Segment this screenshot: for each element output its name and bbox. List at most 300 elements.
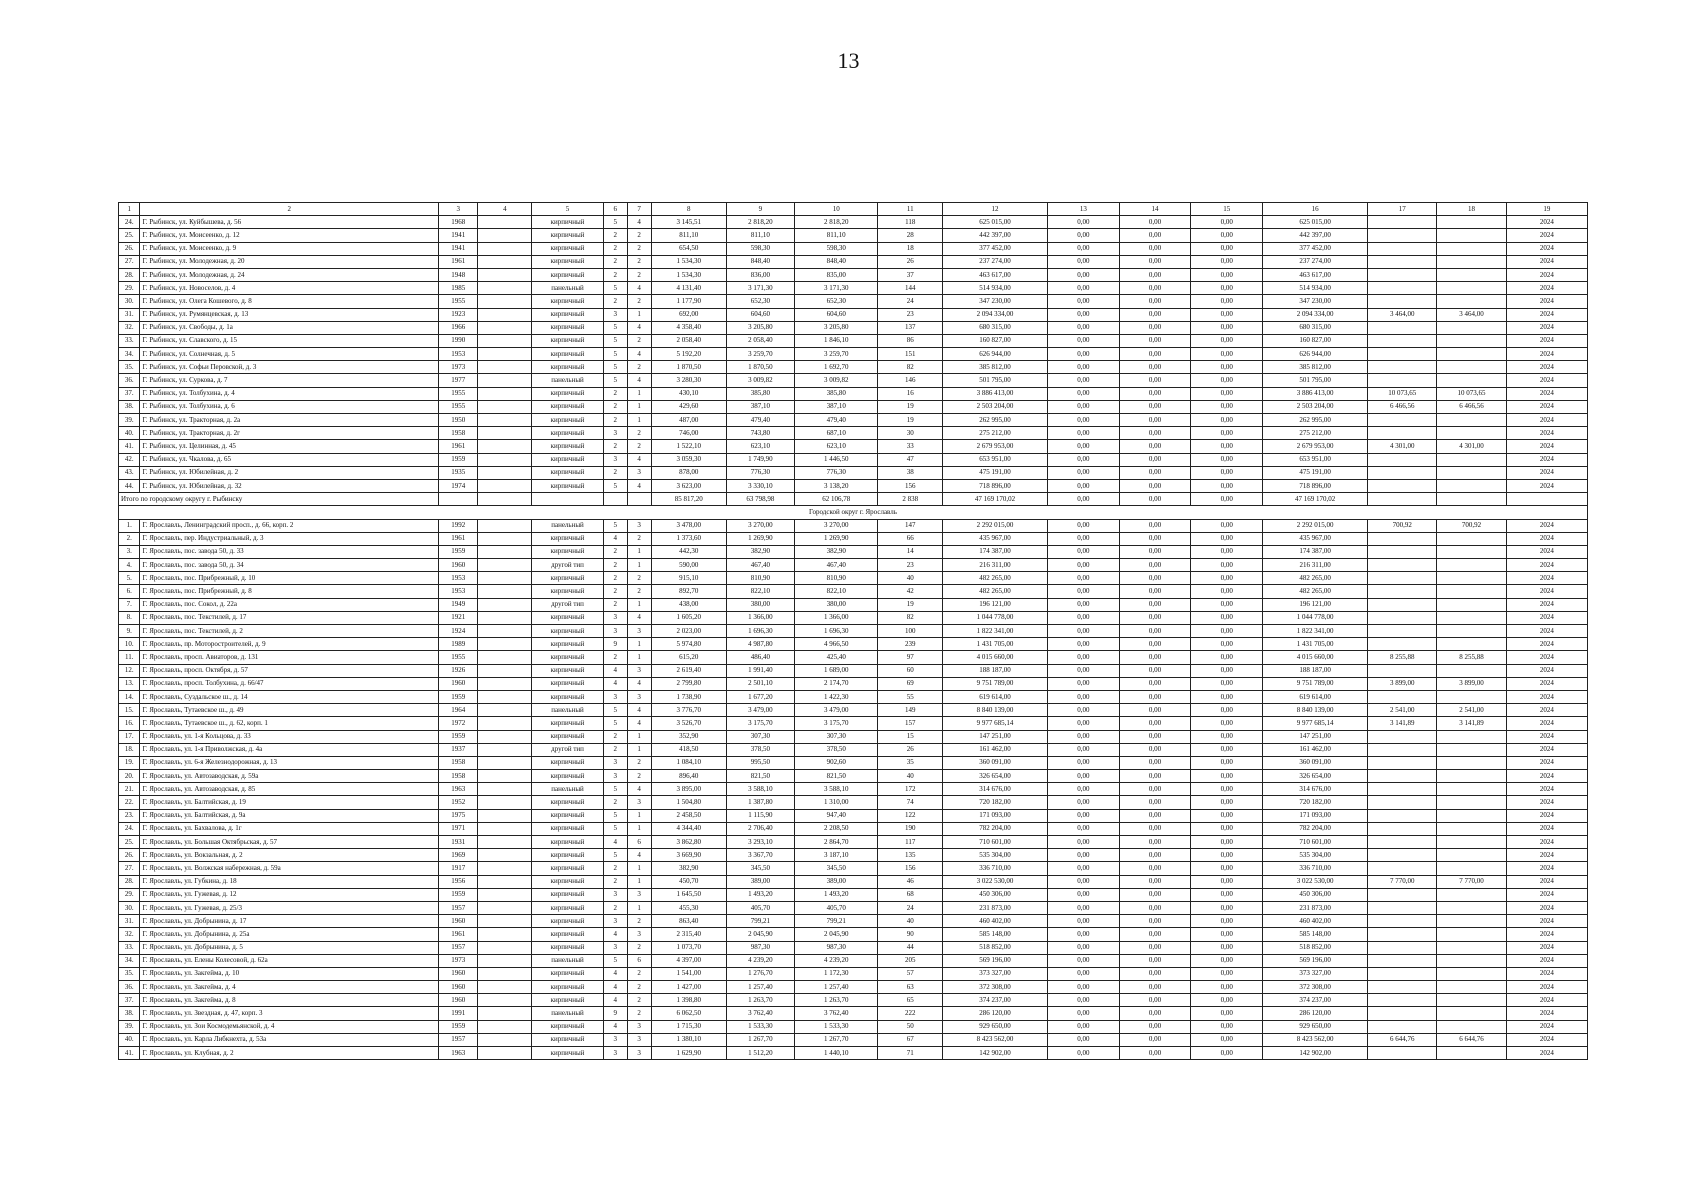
table-row [119,572,1588,585]
table-cell-c14: 0,00 [1119,1007,1191,1020]
table-cell-c12: 475 191,00 [942,466,1047,479]
table-cell-mat: кирпичный [532,862,604,875]
table-cell-c19: 2024 [1506,414,1587,427]
table-cell-fl: 3 [603,888,627,901]
table-cell-c14: 0,00 [1119,255,1191,268]
table-cell-c11: 33 [878,440,942,453]
table-cell-c18 [1437,901,1506,914]
table-cell-c13: 0,00 [1048,651,1120,664]
table-cell-c19: 2024 [1506,334,1587,347]
table-cell-c13: 0,00 [1048,611,1120,624]
table-cell-c10: 1 696,30 [794,625,878,638]
table-cell-no: 13. [119,677,140,690]
table-cell-c17 [1368,915,1437,928]
table-cell-addr: Г. Рыбинск, ул. Солнечная, д. 5 [140,348,439,361]
table-cell-year: 1926 [439,664,478,677]
table-cell-addr: Г. Ярославль, ул. Автозаводская, д. 59а [140,770,439,783]
table-cell-c15: 0,00 [1191,400,1263,413]
table-cell-fl: 3 [603,690,627,703]
table-cell-c19: 2024 [1506,348,1587,361]
table-cell-c17 [1368,888,1437,901]
table-cell-ent: 2 [627,242,651,255]
table-cell-year: 1955 [439,387,478,400]
table-cell-blank [478,361,532,374]
column-number-cell: 9 [726,203,794,216]
table-cell-addr: Г. Ярославль, пр. Моторостроителей, д. 9 [140,638,439,651]
table-cell-c19: 2024 [1506,361,1587,374]
table-cell-c14: 0,00 [1119,954,1191,967]
table-cell-c13: 0,00 [1048,783,1120,796]
table-cell-year: 1935 [439,466,478,479]
table-cell-addr: Г. Рыбинск, ул. Чкалова, д. 65 [140,453,439,466]
table-cell-c17: 2 541,00 [1368,704,1437,717]
table-cell-no: 34. [119,954,140,967]
table-cell-c14: 0,00 [1119,690,1191,703]
table-cell-fl: 2 [603,743,627,756]
table-cell-c13: 0,00 [1048,901,1120,914]
table-cell-c8: 438,00 [651,598,726,611]
table-cell-c11: 69 [878,677,942,690]
table-cell-c18 [1437,1020,1506,1033]
table-cell-c15: 0,00 [1191,229,1263,242]
table-cell-c17 [1368,862,1437,875]
total-cell-c13: 0,00 [1048,493,1120,506]
table-cell-c15: 0,00 [1191,1007,1263,1020]
table-cell-c18 [1437,822,1506,835]
table-cell-c12: 8 423 562,00 [942,1033,1047,1046]
table-cell-c15: 0,00 [1191,361,1263,374]
table-cell-ent: 3 [627,796,651,809]
table-cell-c14: 0,00 [1119,638,1191,651]
table-cell-c11: 60 [878,664,942,677]
table-cell-blank [478,875,532,888]
table-cell-addr: Г. Ярославль, Суздальское ш., д. 14 [140,690,439,703]
table-cell-c17 [1368,941,1437,954]
table-cell-ent: 2 [627,981,651,994]
table-cell-c15: 0,00 [1191,414,1263,427]
table-cell-blank [478,928,532,941]
table-cell-c14: 0,00 [1119,387,1191,400]
table-cell-c15: 0,00 [1191,545,1263,558]
table-row [119,875,1588,888]
table-cell-c11: 68 [878,888,942,901]
table-cell-blank [478,743,532,756]
table-cell-fl: 2 [603,440,627,453]
table-cell-c12: 442 397,00 [942,229,1047,242]
table-cell-c11: 71 [878,1047,942,1060]
table-cell-mat: кирпичный [532,849,604,862]
table-cell-c10: 1 692,70 [794,361,878,374]
table-cell-no: 35. [119,967,140,980]
table-cell-fl: 2 [603,730,627,743]
table-cell-c15: 0,00 [1191,255,1263,268]
table-cell-addr: Г. Ярославль, ул. Зои Космодемьянской, д. 4 [140,1020,439,1033]
table-cell-c14: 0,00 [1119,519,1191,532]
table-cell-c14: 0,00 [1119,374,1191,387]
table-cell-ent: 2 [627,994,651,1007]
table-cell-c19: 2024 [1506,915,1587,928]
table-cell-c12: 360 091,00 [942,756,1047,769]
total-cell-c10: 62 106,78 [794,493,878,506]
table-cell-c16: 475 191,00 [1263,466,1368,479]
table-cell-addr: Г. Ярославль, пос. завода 50, д. 33 [140,545,439,558]
table-cell-mat: кирпичный [532,466,604,479]
table-cell-c19: 2024 [1506,625,1587,638]
table-cell-c16: 161 462,00 [1263,743,1368,756]
table-cell-ent: 3 [627,928,651,941]
table-cell-blank [478,282,532,295]
table-cell-c8: 1 534,30 [651,268,726,281]
table-cell-c18: 3 899,00 [1437,677,1506,690]
table-cell-ent: 3 [627,888,651,901]
table-cell-c10: 2 174,70 [794,677,878,690]
table-cell-year: 1961 [439,928,478,941]
table-cell-c9: 405,70 [726,901,794,914]
table-cell-c13: 0,00 [1048,743,1120,756]
table-cell-c19: 2024 [1506,295,1587,308]
table-cell-c10: 1 267,70 [794,1033,878,1046]
table-cell-year: 1959 [439,888,478,901]
table-cell-c9: 486,40 [726,651,794,664]
table-cell-c11: 38 [878,466,942,479]
table-cell-no: 5. [119,572,140,585]
table-cell-c19: 2024 [1506,611,1587,624]
table-cell-c15: 0,00 [1191,783,1263,796]
table-cell-ent: 6 [627,954,651,967]
table-cell-c11: 26 [878,255,942,268]
table-cell-c13: 0,00 [1048,625,1120,638]
section-title: Городской округ г. Ярославль [119,506,1588,519]
table-cell-year: 1956 [439,875,478,888]
table-cell-c11: 18 [878,242,942,255]
table-cell-mat: кирпичный [532,572,604,585]
table-cell-c13: 0,00 [1048,730,1120,743]
table-cell-c16: 3 886 413,00 [1263,387,1368,400]
table-cell-c16: 718 896,00 [1263,479,1368,492]
table-cell-no: 44. [119,479,140,492]
table-cell-c11: 156 [878,479,942,492]
table-cell-c12: 585 148,00 [942,928,1047,941]
table-cell-blank [478,400,532,413]
table-cell-c16: 373 327,00 [1263,967,1368,980]
table-cell-fl: 2 [603,901,627,914]
table-cell-c9: 3 367,70 [726,849,794,862]
table-cell-no: 4. [119,559,140,572]
table-cell-fl: 5 [603,374,627,387]
table-cell-c13: 0,00 [1048,836,1120,849]
table-cell-c12: 3 886 413,00 [942,387,1047,400]
table-cell-fl: 5 [603,519,627,532]
table-cell-c16: 196 121,00 [1263,598,1368,611]
table-row [119,308,1588,321]
table-cell-fl: 2 [603,572,627,585]
table-cell-mat: кирпичный [532,1020,604,1033]
table-cell-c17: 6 644,76 [1368,1033,1437,1046]
table-cell-c13: 0,00 [1048,915,1120,928]
table-cell-year: 1923 [439,308,478,321]
table-cell-ent: 2 [627,572,651,585]
table-cell-c16: 372 308,00 [1263,981,1368,994]
table-cell-c12: 720 182,00 [942,796,1047,809]
table-cell-c8: 896,40 [651,770,726,783]
table-cell-mat: кирпичный [532,1033,604,1046]
table-cell-mat: кирпичный [532,479,604,492]
table-cell-c14: 0,00 [1119,730,1191,743]
table-cell-blank [478,704,532,717]
table-row [119,941,1588,954]
table-cell-c13: 0,00 [1048,519,1120,532]
table-cell-mat: кирпичный [532,387,604,400]
table-cell-c14: 0,00 [1119,809,1191,822]
table-row [119,690,1588,703]
column-number-cell: 11 [878,203,942,216]
table-cell-ent: 2 [627,440,651,453]
table-cell-c11: 135 [878,849,942,862]
table-cell-c10: 3 259,70 [794,348,878,361]
table-cell-c12: 286 120,00 [942,1007,1047,1020]
table-cell-c8: 3 623,00 [651,479,726,492]
table-cell-blank [478,559,532,572]
table-cell-year: 1953 [439,585,478,598]
table-cell-year: 1963 [439,1047,478,1060]
table-cell-c14: 0,00 [1119,756,1191,769]
table-cell-c16: 585 148,00 [1263,928,1368,941]
table-cell-c11: 149 [878,704,942,717]
table-cell-c8: 878,00 [651,466,726,479]
table-cell-c9: 3 479,00 [726,704,794,717]
table-cell-c17 [1368,414,1437,427]
table-cell-c13: 0,00 [1048,1020,1120,1033]
total-empty-cell [1506,493,1587,506]
table-cell-c8: 3 526,70 [651,717,726,730]
table-cell-c17 [1368,216,1437,229]
table-cell-mat: кирпичный [532,400,604,413]
table-cell-c8: 692,00 [651,308,726,321]
table-cell-year: 1941 [439,242,478,255]
table-cell-c15: 0,00 [1191,348,1263,361]
table-cell-fl: 2 [603,268,627,281]
table-cell-c15: 0,00 [1191,994,1263,1007]
table-cell-c11: 40 [878,770,942,783]
table-cell-year: 1917 [439,862,478,875]
column-number-cell: 4 [478,203,532,216]
table-cell-no: 15. [119,704,140,717]
table-cell-c15: 0,00 [1191,308,1263,321]
table-cell-fl: 2 [603,414,627,427]
table-cell-c11: 205 [878,954,942,967]
table-cell-blank [478,519,532,532]
total-empty-cell [1437,493,1506,506]
table-cell-c11: 16 [878,387,942,400]
column-number-cell: 16 [1263,203,1368,216]
table-cell-c13: 0,00 [1048,796,1120,809]
table-cell-year: 1963 [439,783,478,796]
table-row [119,849,1588,862]
table-cell-c17 [1368,967,1437,980]
table-cell-c8: 1 522,10 [651,440,726,453]
table-cell-c15: 0,00 [1191,743,1263,756]
table-cell-c8: 450,70 [651,875,726,888]
table-cell-c12: 8 840 139,00 [942,704,1047,717]
table-cell-addr: Г. Ярославль, пер. Индустриальный, д. 3 [140,532,439,545]
table-cell-c16: 514 934,00 [1263,282,1368,295]
table-cell-c10: 1 422,30 [794,690,878,703]
table-cell-year: 1960 [439,559,478,572]
table-cell-c11: 67 [878,1033,942,1046]
table-cell-c18 [1437,981,1506,994]
table-cell-addr: Г. Рыбинск, ул. Славского, д. 15 [140,334,439,347]
table-cell-no: 34. [119,348,140,361]
table-cell-c18 [1437,1007,1506,1020]
table-row [119,770,1588,783]
table-cell-c19: 2024 [1506,849,1587,862]
table-cell-c13: 0,00 [1048,875,1120,888]
table-cell-c14: 0,00 [1119,967,1191,980]
table-cell-c18 [1437,994,1506,1007]
table-cell-c10: 1 446,50 [794,453,878,466]
table-cell-fl: 2 [603,229,627,242]
table-cell-c14: 0,00 [1119,361,1191,374]
table-cell-fl: 2 [603,862,627,875]
table-cell-mat: кирпичный [532,756,604,769]
table-cell-c9: 378,50 [726,743,794,756]
table-cell-c10: 3 175,70 [794,717,878,730]
table-cell-addr: Г. Ярославль, ул. Закгейма, д. 8 [140,994,439,1007]
table-cell-ent: 1 [627,598,651,611]
table-cell-fl: 9 [603,638,627,651]
table-cell-c17 [1368,466,1437,479]
table-cell-addr: Г. Ярославль, ул. 1-я Кольцова, д. 33 [140,730,439,743]
table-cell-c12: 3 022 530,00 [942,875,1047,888]
table-cell-c18 [1437,479,1506,492]
table-cell-blank [478,427,532,440]
table-cell-c15: 0,00 [1191,704,1263,717]
table-cell-c16: 1 822 341,00 [1263,625,1368,638]
table-cell-mat: кирпичный [532,585,604,598]
table-cell-c13: 0,00 [1048,479,1120,492]
table-cell-c18 [1437,941,1506,954]
table-row [119,638,1588,651]
table-cell-c15: 0,00 [1191,282,1263,295]
table-row [119,427,1588,440]
table-cell-c19: 2024 [1506,321,1587,334]
table-cell-c12: 535 304,00 [942,849,1047,862]
table-cell-year: 1960 [439,915,478,928]
table-cell-c19: 2024 [1506,651,1587,664]
table-cell-c8: 3 862,80 [651,836,726,849]
table-cell-c8: 2 058,40 [651,334,726,347]
table-cell-c18 [1437,928,1506,941]
table-cell-blank [478,321,532,334]
table-cell-c14: 0,00 [1119,453,1191,466]
table-cell-c19: 2024 [1506,1047,1587,1060]
table-cell-ent: 2 [627,532,651,545]
table-cell-addr: Г. Ярославль, пос. Прибрежный, д. 8 [140,585,439,598]
table-cell-c14: 0,00 [1119,427,1191,440]
table-cell-year: 1974 [439,479,478,492]
table-cell-c8: 1 541,00 [651,967,726,980]
table-cell-c10: 1 257,40 [794,981,878,994]
table-cell-c14: 0,00 [1119,440,1191,453]
table-cell-c10: 3 187,10 [794,849,878,862]
table-cell-c19: 2024 [1506,756,1587,769]
table-row [119,440,1588,453]
table-cell-addr: Г. Ярославль, ул. Бахвалова, д. 1г [140,822,439,835]
table-cell-c19: 2024 [1506,374,1587,387]
table-cell-ent: 1 [627,400,651,413]
table-cell-c13: 0,00 [1048,888,1120,901]
table-cell-c14: 0,00 [1119,888,1191,901]
table-cell-c14: 0,00 [1119,875,1191,888]
table-cell-c18 [1437,572,1506,585]
table-cell-c13: 0,00 [1048,1047,1120,1060]
table-row [119,466,1588,479]
table-cell-c13: 0,00 [1048,414,1120,427]
table-cell-no: 37. [119,387,140,400]
table-cell-no: 21. [119,783,140,796]
table-cell-c17 [1368,282,1437,295]
table-cell-ent: 2 [627,268,651,281]
table-cell-c13: 0,00 [1048,295,1120,308]
table-cell-c15: 0,00 [1191,862,1263,875]
table-row [119,756,1588,769]
table-cell-c10: 3 479,00 [794,704,878,717]
table-cell-c18 [1437,585,1506,598]
table-cell-c18 [1437,849,1506,862]
table-cell-fl: 5 [603,282,627,295]
table-cell-mat: кирпичный [532,216,604,229]
table-cell-c9: 822,10 [726,585,794,598]
table-cell-c8: 746,00 [651,427,726,440]
table-cell-c19: 2024 [1506,981,1587,994]
table-cell-c10: 821,50 [794,770,878,783]
table-cell-ent: 2 [627,255,651,268]
table-cell-c11: 24 [878,901,942,914]
table-cell-c19: 2024 [1506,677,1587,690]
table-cell-c11: 30 [878,427,942,440]
table-cell-c14: 0,00 [1119,334,1191,347]
table-cell-mat: кирпичный [532,967,604,980]
table-cell-blank [478,915,532,928]
table-cell-year: 1990 [439,334,478,347]
table-row [119,967,1588,980]
table-cell-fl: 4 [603,664,627,677]
table-cell-c13: 0,00 [1048,268,1120,281]
table-cell-fl: 4 [603,1020,627,1033]
table-cell-c11: 23 [878,559,942,572]
table-cell-c18 [1437,255,1506,268]
table-cell-c10: 987,30 [794,941,878,954]
table-cell-c17 [1368,585,1437,598]
table-cell-c17 [1368,756,1437,769]
table-cell-c12: 626 944,00 [942,348,1047,361]
table-cell-c18 [1437,242,1506,255]
table-cell-mat: кирпичный [532,809,604,822]
table-cell-c15: 0,00 [1191,387,1263,400]
table-cell-c12: 2 292 015,00 [942,519,1047,532]
table-cell-fl: 2 [603,559,627,572]
table-cell-ent: 1 [627,822,651,835]
table-cell-c8: 2 023,00 [651,625,726,638]
table-cell-c10: 1 310,00 [794,796,878,809]
table-cell-no: 38. [119,1007,140,1020]
table-cell-c11: 37 [878,268,942,281]
table-cell-c12: 653 951,00 [942,453,1047,466]
table-cell-c13: 0,00 [1048,1033,1120,1046]
table-cell-c8: 3 895,00 [651,783,726,796]
table-cell-ent: 4 [627,321,651,334]
table-cell-c8: 1 380,10 [651,1033,726,1046]
